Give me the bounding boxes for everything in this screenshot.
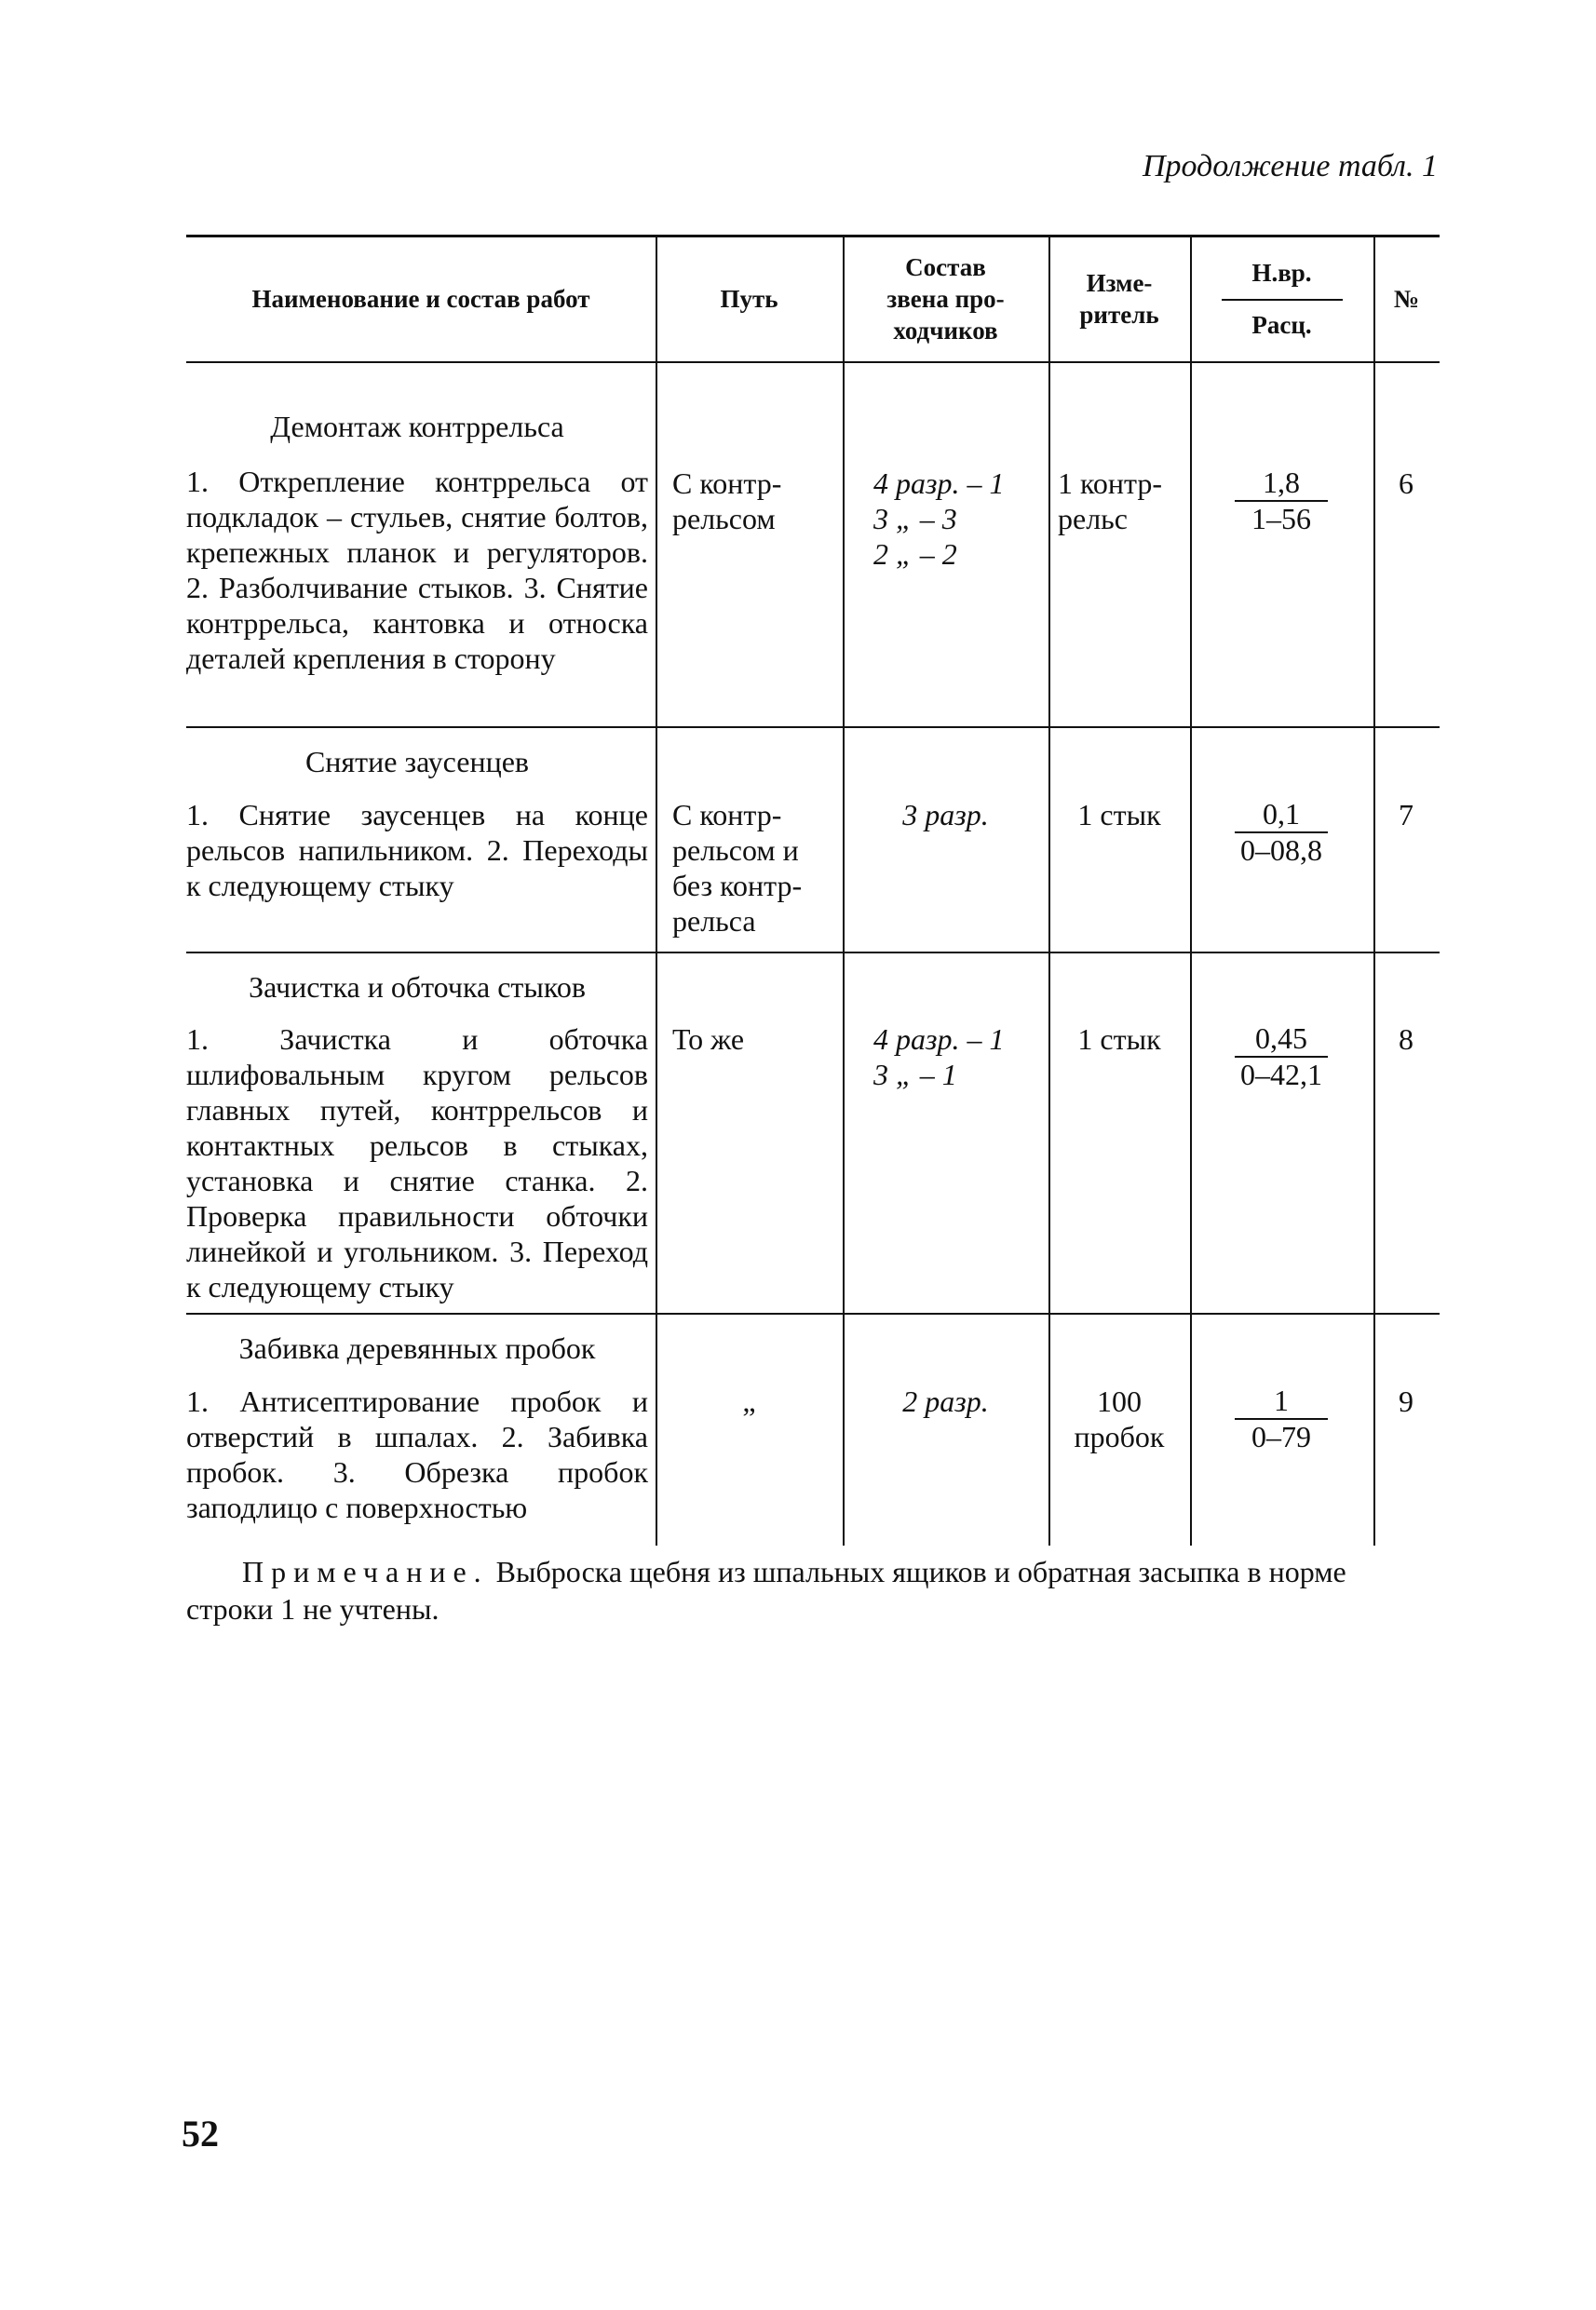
header-track: Путь	[720, 285, 778, 314]
norm-rate: 0–08,8	[1240, 833, 1322, 867]
header-norm-rule	[1222, 299, 1343, 301]
row-title: Снятие заусенцев	[304, 745, 530, 778]
row-divider	[186, 1313, 1440, 1315]
crew-line: 4 разр. – 1	[873, 1022, 1005, 1056]
page-number: 52	[182, 2113, 219, 2155]
header-norm-rate: Расц.	[1251, 311, 1312, 339]
row-number: 8	[1399, 1022, 1413, 1056]
row-meter: 1 контр-рельс	[1058, 466, 1163, 535]
row-track: С контр-рельсом и без контр-рельса	[672, 798, 803, 938]
norm-rate: 1–56	[1251, 502, 1311, 535]
crew-line: 3 „ – 1	[873, 1058, 957, 1091]
row-number: 6	[1399, 466, 1413, 500]
row-track: То же	[672, 1022, 745, 1056]
header-crew-line: Состав	[905, 253, 986, 282]
norm-rate: 0–79	[1251, 1420, 1311, 1453]
header-crew-line: звена про-	[886, 285, 1005, 314]
row-description: 1. Открепление контррельса от подкладок – стульев, снятие болтов, крепежных планок и регуляторов. 2. Разболчивание стыков. 3. Снятие контррельса, кантовка и относка деталей крепления в сторону	[186, 465, 648, 675]
row-norm	[1197, 1384, 1365, 1454]
row-track: С контр-рельсом	[672, 466, 782, 535]
crew-line: 2 разр.	[902, 1385, 989, 1418]
norm-time: 0,1	[1263, 797, 1300, 831]
row-crew	[873, 466, 1041, 572]
crew-line: 3 разр.	[902, 798, 989, 831]
row-crew	[873, 1021, 1041, 1092]
row-title: Зачистка и обточка стыков	[249, 970, 586, 1004]
row-title: Забивка деревянных пробок	[238, 1331, 596, 1365]
column-rule	[1373, 235, 1375, 1546]
row-crew	[843, 1384, 1048, 1419]
header-norm	[1190, 235, 1373, 365]
row-norm	[1197, 1021, 1365, 1092]
norm-time: 1,8	[1263, 466, 1300, 499]
header-number: №	[1393, 285, 1420, 314]
header-norm-time: Н.вр.	[1251, 259, 1312, 288]
row-description: 1. Снятие заусенцев на конце рельсов напильником. 2. Переходы к следующему стыку	[186, 798, 648, 902]
row-description: 1. Антисептирование пробок и отверстий в шпалах. 2. Забивка пробок. 3. Обрезка пробок заподлицо с поверхностью	[186, 1385, 648, 1524]
row-crew	[843, 797, 1048, 832]
norms-table	[186, 235, 1440, 1546]
row-divider	[186, 726, 1440, 728]
row-divider	[186, 952, 1440, 953]
row-meter: 1 стык	[1077, 1022, 1161, 1056]
header-meter-line: Изме-	[1086, 269, 1153, 298]
column-rule	[1048, 235, 1050, 1546]
row-number: 9	[1399, 1385, 1413, 1418]
row-norm	[1197, 797, 1365, 868]
header-crew-line: ходчиков	[893, 316, 998, 344]
row-meter: 1 стык	[1077, 798, 1161, 831]
crew-line: 2 „ – 2	[873, 537, 957, 571]
column-rule	[1190, 235, 1192, 1546]
row-meter: 100 пробок	[1074, 1385, 1165, 1453]
header-crew	[843, 235, 1048, 365]
table-continuation-label: Продолжение табл. 1	[1142, 149, 1438, 183]
norm-time: 1	[1274, 1384, 1289, 1417]
row-norm	[1197, 466, 1365, 536]
column-rule	[843, 235, 845, 1546]
norm-rate: 0–42,1	[1240, 1058, 1322, 1091]
table-note	[186, 1553, 1440, 1628]
crew-line: 3 „ – 3	[873, 502, 957, 535]
note-label: Примечание.	[242, 1555, 489, 1588]
header-name: Наименование и состав работ	[251, 285, 590, 314]
note-text: Выброска щебня из шпальных ящиков и обратная засыпка в норме строки 1 не учтены.	[186, 1555, 1346, 1626]
header-meter-line: ритель	[1079, 301, 1159, 329]
row-description: 1. Зачистка и обточка шлифовальным кругом рельсов главных путей, контррельсов и контактных рельсов в стыках, установка и снятие станка. 2. Проверка правильности обточки линейкой и угольником. 3. Переход к следующему стыку	[186, 1022, 648, 1304]
header-meter	[1048, 235, 1190, 365]
row-track: „	[742, 1385, 756, 1418]
row-number: 7	[1399, 798, 1413, 831]
crew-line: 4 разр. – 1	[873, 466, 1005, 500]
norm-time: 0,45	[1255, 1021, 1307, 1055]
row-title: Демонтаж контррельса	[270, 410, 564, 443]
column-rule	[656, 235, 657, 1546]
